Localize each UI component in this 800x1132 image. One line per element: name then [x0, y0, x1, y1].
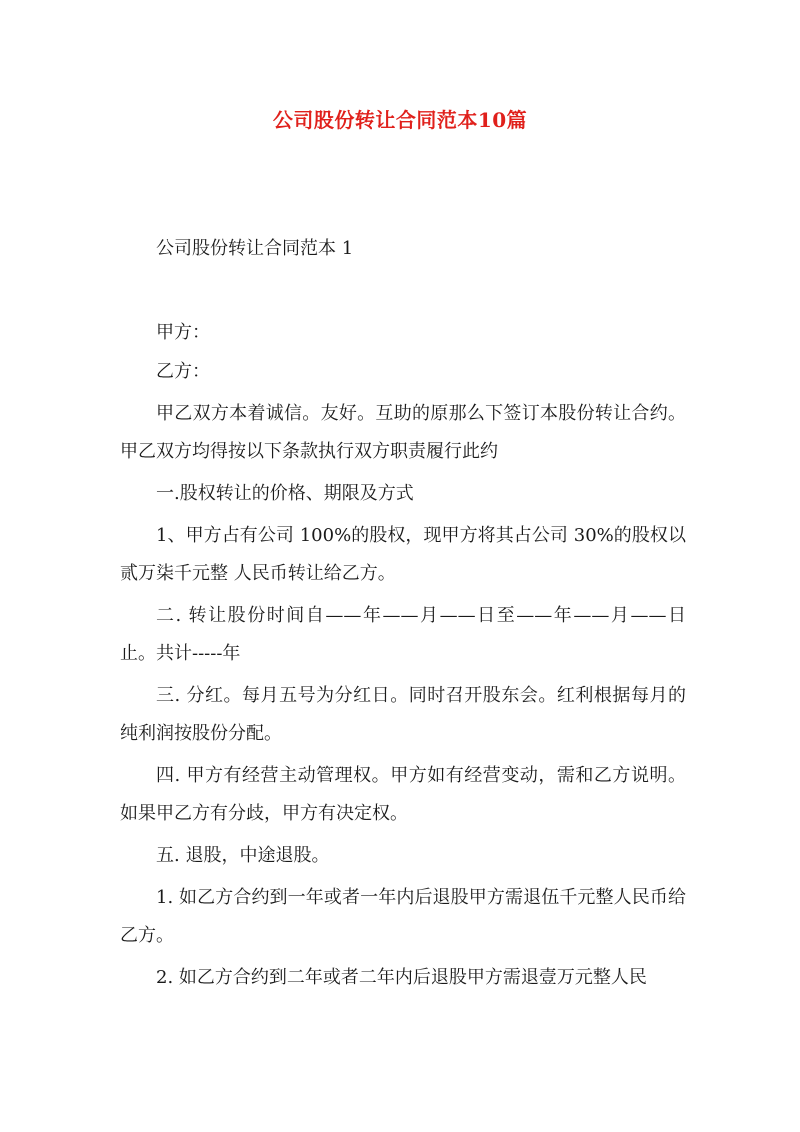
paragraph-clause-1-item-1: 1、甲方占有公司 100%的股权，现甲方将其占公司 30%的股权以贰万柒千元整 人民币转让给乙方。: [120, 525, 686, 584]
paragraph-clause-4: 四. 甲方有经营主动管理权。甲方如有经营变动，需和乙方说明。如果甲乙方有分歧，甲方有决定权。: [120, 765, 686, 824]
section-heading: 公司股份转让合同范本 1: [156, 238, 354, 259]
document-title: 公司股份转让合同范本10篇: [272, 108, 528, 132]
paragraph-clause-5-item-1: 1. 如乙方合约到一年或者一年内后退股甲方需退伍千元整人民币给乙方。: [120, 887, 686, 946]
party-a-line: 甲方：: [156, 322, 210, 343]
paragraph-clause-5-item-2: 2. 如乙方合约到二年或者二年内后退股甲方需退壹万元整人民: [156, 967, 647, 988]
contract-body: [120, 395, 686, 1001]
paragraph-clause-3: 三. 分红。每月五号为分红日。同时召开股东会。红利根据每月的纯利润按股份分配。: [120, 685, 686, 744]
paragraph-clause-2: 二. 转让股份时间自——年——月——日至——年——月——日止。共计-----年: [120, 605, 686, 664]
paragraph-clause-1-heading: 一.股权转让的价格、期限及方式: [156, 483, 414, 504]
party-b-line: 乙方：: [156, 361, 210, 382]
paragraph-clause-5: 五. 退股，中途退股。: [156, 845, 330, 866]
paragraph-intro: 甲乙双方本着诚信。友好。互助的原那么下签订本股份转让合约。甲乙双方均得按以下条款执行双方职责履行此约: [120, 403, 686, 462]
